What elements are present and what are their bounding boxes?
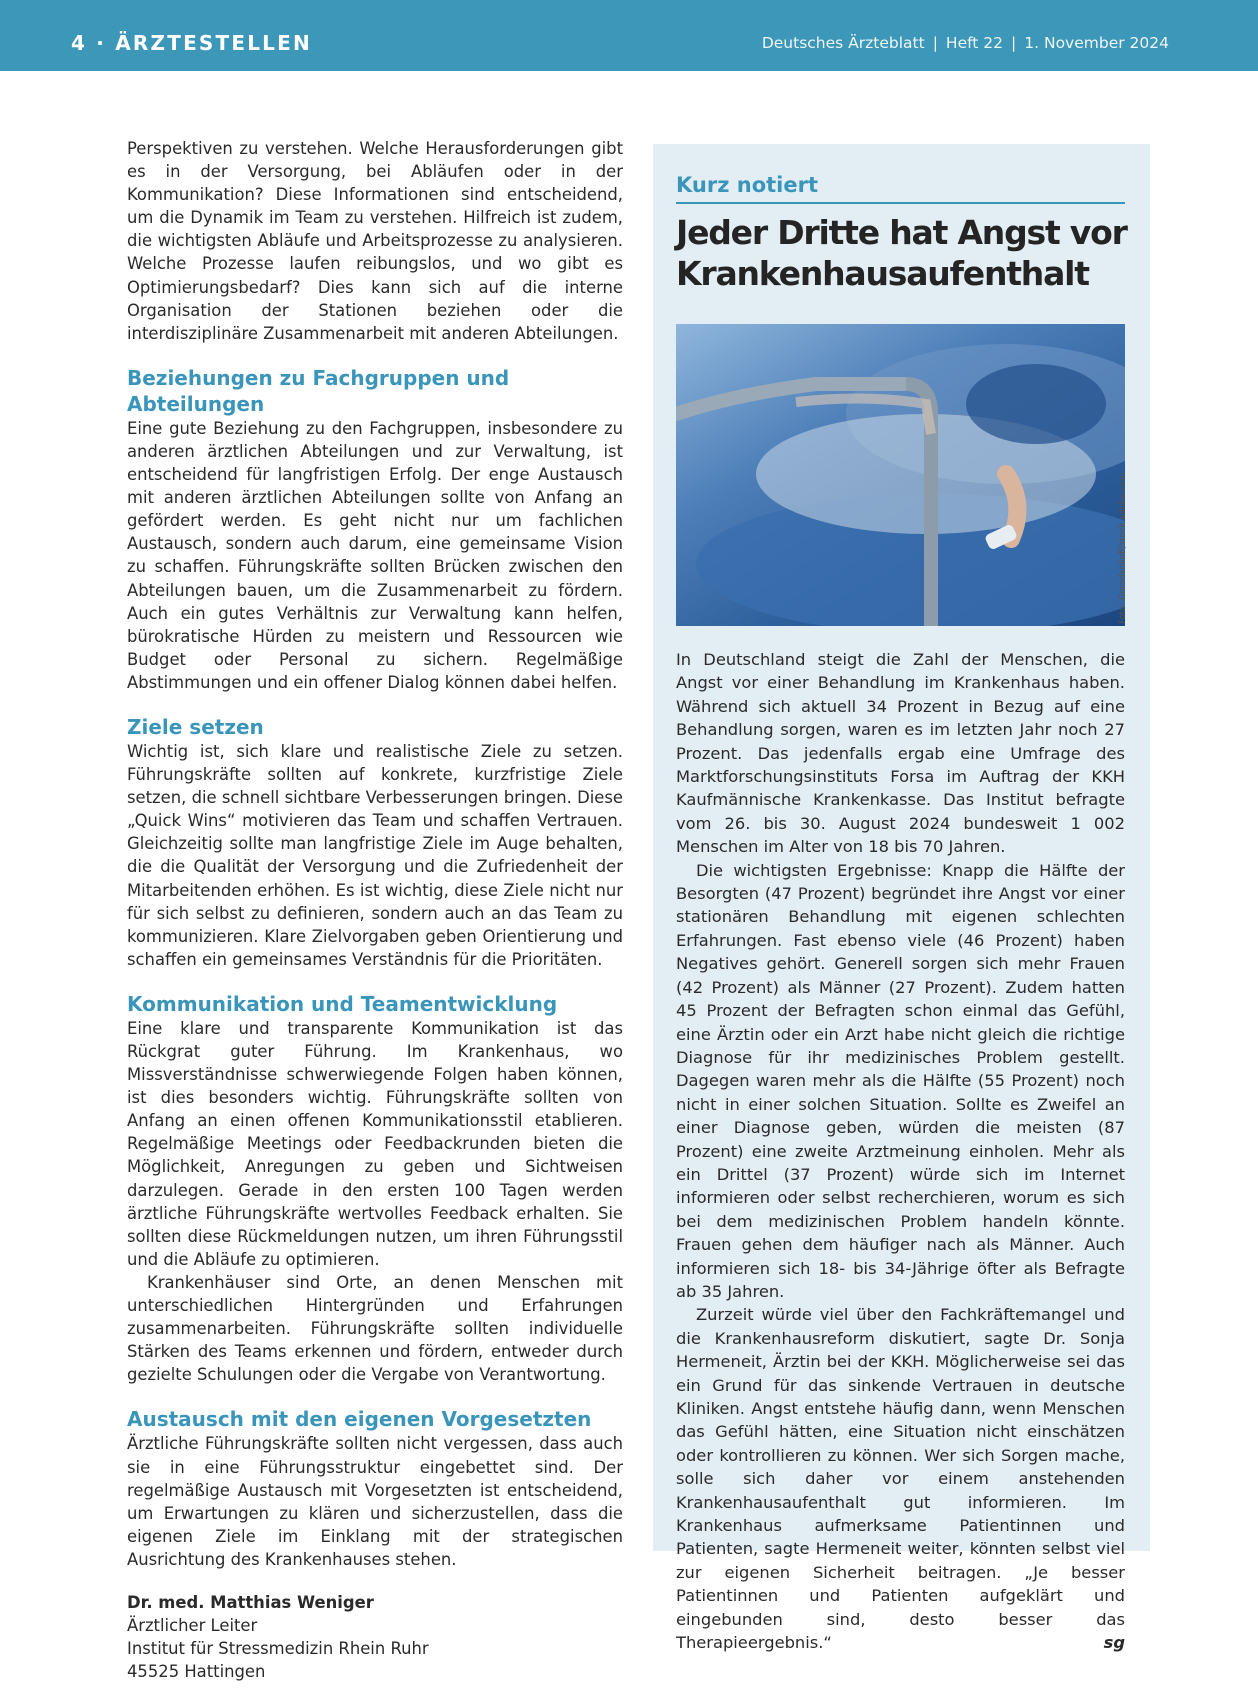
section-heading: Beziehungen zu Fachgruppen und Abteilungen — [127, 365, 510, 416]
separator: | — [1011, 34, 1017, 52]
issue-date: 1. November 2024 — [1024, 34, 1169, 52]
body-paragraph: Ärztliche Führungskräfte sollten nicht vergessen, dass auch sie in eine Führungsstruktur eingebettet sind. Der regelmäßige Austausch mit Vorgesetzten ist entscheidend, um Erwartungen zu klären und sicherzustellen, dass die eigenen Ziele im Einklang mit der strategischen Ausrichtung des Krankenhauses stehen. — [127, 1434, 623, 1569]
photo-illustration — [676, 324, 1125, 626]
issue-number: Heft 22 — [945, 34, 1004, 52]
body-paragraph: Krankenhäuser sind Orte, an denen Menschen mit unterschiedlichen Hintergründen und Erfahrungen zusammenarbeiten. Führungskräfte sollten individuelle Stärken des Teams erkennen und fördern, entweder durch gezielte Schulungen oder die Vergabe von Verantwortung. — [127, 1272, 623, 1385]
body-paragraph: Eine gute Beziehung zu den Fachgruppen, insbesondere zu anderen ärztlichen Abteilungen und zur Verwaltung, ist entscheidend für langfristigen Erfolg. Der enge Austausch mit anderen ärztlichen Abteilungen sollte von Anfang an gefördert werden. Es geht nicht nur um fachlichen Austausch, sondern auch darum, eine gemeinsame Vision zu schaffen. Führungskräfte sollten Brücken zwischen den Abteilungen bauen, um die Zusammenarbeit zu fördern. Auch ein gutes Verhältnis zur Verwaltung kann helfen, bürokratische Hürden zu meistern und Ressourcen wie Budget oder Personal zu sichern. Regelmäßige Abstimmungen und ein offener Dialog können dabei helfen. — [127, 418, 623, 692]
box-title: Jeder Dritte hat Angst vor Krankenhausaufenthalt — [676, 213, 1127, 293]
issue-info — [762, 34, 1169, 52]
body-paragraph: Eine klare und transparente Kommunikation ist das Rückgrat guter Führung. Im Krankenhaus, wo Missverständnisse schwerwiegende Folgen haben können, ist dies besonders wichtig. Führungskräfte sollten von Anfang an einen offenen Kommunikationsstil etablieren. Regelmäßige Meetings oder Feedbackrunden bieten die Möglichkeit, Anregungen zu geben und Sichtweisen darzulegen. Gerade in den ersten 100 Tagen werden ärztliche Führungskräfte wertvolles Feedback erhalten. Sie sollten diese Rückmeldungen nutzen, um ihren Führungsstil und die Abläufe zu optimieren. — [127, 1018, 623, 1269]
author-role: Ärztlicher Leiter — [127, 1616, 258, 1636]
photo-credit: Foto: Gorodenkoff/stock.adobe.com — [1118, 472, 1128, 624]
author-signoff: sg — [1103, 1633, 1125, 1653]
section-heading: Kommunikation und Teamentwicklung — [127, 991, 558, 1016]
separator: | — [932, 34, 938, 52]
section-heading: Austausch mit den eigenen Vorgesetzten — [127, 1407, 592, 1432]
box-body — [676, 648, 1125, 1654]
news-box — [653, 144, 1150, 1653]
section-heading: Ziele setzen — [127, 714, 264, 739]
author-institute: Institut für Stressmedizin Rhein Ruhr — [127, 1639, 429, 1659]
body-paragraph: Wichtig ist, sich klare und realistische Ziele zu setzen. Führungskräfte sollten auf konkrete, kurzfristige Ziele setzen, die schnell sichtbare Verbesserungen bringen. Diese „Quick Wins“ motivieren das Team und schaffen Vertrauen. Gleichzeitig sollte man langfristige Ziele im Auge behalten, die die Qualität der Versorgung und die Zufriedenheit der Mitarbeitenden erhöhen. Es ist wichtig, diese Ziele nicht nur für sich selbst zu definieren, sondern auch an das Team zu kommunizieren. Klare Zielvorgaben geben Orientierung und schaffen ein gemeinsames Verständnis für die Prioritäten. — [127, 741, 623, 969]
box-kicker: Kurz notiert — [676, 170, 1125, 204]
box-paragraph: In Deutschland steigt die Zahl der Menschen, die Angst vor einer Behandlung im Krankenhaus haben. Während sich aktuell 34 Prozent in Bezug auf eine Behandlung sorgen, waren es im letzten Jahr noch 27 Prozent. Das jedenfalls ergab eine Umfrage des Marktforschungsinstituts Forsa im Auftrag der KKH Kaufmännische Krankenkasse. Das Institut befragte vom 26. bis 30. August 2024 bundesweit 1 002 Menschen im Alter von 18 bis 70 Jahren. — [676, 650, 1125, 857]
intro-paragraph: Perspektiven zu verstehen. Welche Herausforderungen gibt es in der Versorgung, bei Abläufen oder in der Kommunikation? Diese Informationen sind entscheidend, um die Dynamik im Team zu verstehen. Hilfreich ist zudem, die wichtigsten Abläufe und Arbeitsprozesse zu analysieren. Welche Prozesse laufen reibungslos, und wo gibt es Optimierungsbedarf? Dies kann sich auf die interne Organisation der Stationen beziehen oder die interdisziplinäre Zusammenarbeit mit anderen Abteilungen. — [127, 139, 623, 343]
author-city: 45525 Hattingen — [127, 1662, 266, 1682]
hospital-bed-photo — [676, 324, 1125, 626]
box-last-text: Zurzeit würde viel über den Fachkräftemangel und die Krankenhausreform diskutiert, sagte Dr. Sonja Hermeneit, Ärztin bei der KKH. Möglicherweise sei das ein Grund für das sinkende Vertrauen in deutsche Kliniken. Angst entstehe häufig dann, wenn Menschen das Gefühl hätten, eine Situation nicht einschätzen oder kontrollieren zu können. Wer sich Sorgen mache, solle sich daher vor einem anstehenden Krankenhausaufenthalt gut informieren. Im Krankenhaus aufmerksame Patientinnen und Patienten, sagte Hermeneit weiter, könnten selbst viel zur eigenen Sicherheit beitragen. „Je besser Patientinnen und Patienten aufgeklärt und eingebunden sind, desto besser das Therapieergebnis.“ — [676, 1305, 1125, 1653]
box-paragraph-last — [676, 1303, 1125, 1654]
journal-name: Deutsches Ärzteblatt — [761, 34, 925, 52]
box-paragraph: Die wichtigsten Ergebnisse: Knapp die Hälfte der Besorgten (47 Prozent) begründet ihre Angst vor einer stationären Behandlung mit eigenen schlechten Erfahrungen. Fast ebenso viele (46 Prozent) haben Negatives gehört. Generell sorgen sich mehr Frauen (42 Prozent) als Männer (27 Prozent). Zudem hatten 45 Prozent der Befragten schon einmal das Gefühl, eine Ärztin oder ein Arzt habe nicht gleich die richtige Diagnose für ihr medizinisches Problem gestellt. Dagegen waren mehr als die Hälfte (55 Prozent) noch nicht in einer solchen Situation. Sollte es Zweifel an einer Diagnose geben, würden die meisten (87 Prozent) eine zweite Arztmeinung einholen. Mehr als ein Drittel (37 Prozent) würde sich im Internet informieren oder selbst recherchieren, worum es sich bei dem medizinischen Problem handeln könnte. Frauen gehen dem häufiger nach als Männer. Auch informieren sich 18- bis 34-Jährige öfter als Befragte ab 35 Jahren. — [676, 860, 1125, 1301]
author-block — [127, 1591, 623, 1683]
article-column — [127, 137, 623, 1683]
author-name: Dr. med. Matthias Weniger — [127, 1592, 374, 1612]
page-header — [0, 0, 1258, 71]
section-label: 4 · ÄRZTESTELLEN — [71, 31, 312, 55]
